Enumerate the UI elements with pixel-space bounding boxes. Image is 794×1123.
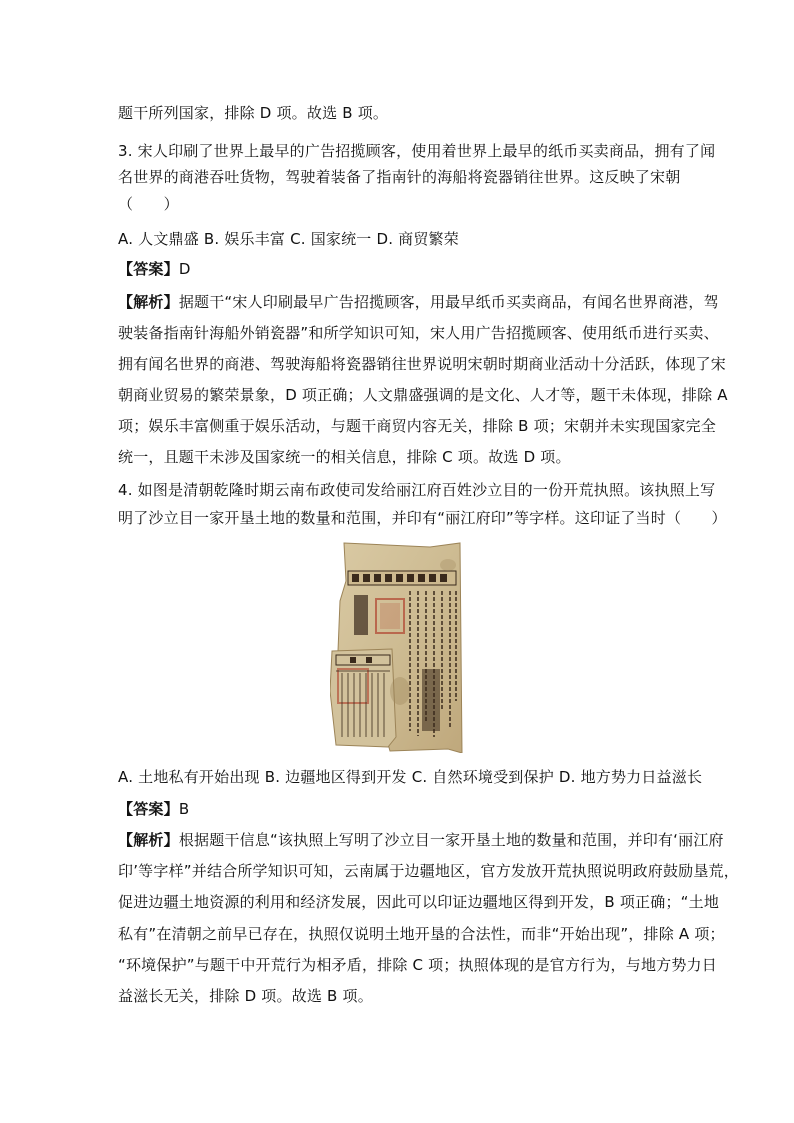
answer-label: 【答案】 <box>118 800 179 818</box>
q4-answer <box>118 799 189 819</box>
q4-analysis-line-3: 促进边疆土地资源的利用和经济发展，因此可以印证边疆地区得到开发，B 项正确；“土地 <box>118 893 720 911</box>
q4-analysis-line-1 <box>118 830 724 850</box>
q4-analysis-line-6: 益滋长无关，排除 D 项。故选 B 项。 <box>118 987 373 1005</box>
q3-analysis-line-1 <box>118 292 719 312</box>
q3-analysis-line-4: 朝商业贸易的繁荣景象，D 项正确；人文鼎盛强调的是文化、人才等，题干未体现，排除 A <box>118 386 728 404</box>
q3-stem-line-3: （ ） <box>118 195 179 213</box>
q3-analysis-line-5: 项；娱乐丰富侧重于娱乐活动，与题干商贸内容无关，排除 B 项；宋朝并未实现国家完全 <box>118 417 717 435</box>
q3-answer <box>118 259 191 279</box>
analysis-label: 【解析】 <box>118 831 179 849</box>
q3-stem-line-2: 名世界的商港吞吐货物，驾驶着装备了指南针的海船将瓷器销往世界。这反映了宋朝 <box>118 168 681 186</box>
land-reclamation-license-image <box>330 541 464 753</box>
answer-label: 【答案】 <box>118 260 179 278</box>
analysis-text: 据题干“宋人印刷最早广告招揽顾客，用最早纸币买卖商品，有闻名世界商港，驾 <box>178 293 719 311</box>
q4-analysis-line-5: “环境保护”与题干中开荒行为相矛盾，排除 C 项；执照体现的是官方行为，与地方势力日 <box>118 956 717 974</box>
q3-analysis-line-6: 统一，且题干未涉及国家统一的相关信息，排除 C 项。故选 D 项。 <box>118 448 571 466</box>
answer-value: B <box>178 800 190 818</box>
q4-stem-line-1: 4. 如图是清朝乾隆时期云南布政使司发给丽江府百姓沙立目的一份开荒执照。该执照上写 <box>118 481 716 499</box>
analysis-text: 根据题干信息“该执照上写明了沙立目一家开垦土地的数量和范围，并印有‘丽江府 <box>178 831 724 849</box>
answer-value: D <box>178 260 191 278</box>
q4-options: A. 土地私有开始出现 B. 边疆地区得到开发 C. 自然环境受到保护 D. 地方势力日益滋长 <box>118 768 703 786</box>
analysis-label: 【解析】 <box>118 293 179 311</box>
q3-options: A. 人文鼎盛 B. 娱乐丰富 C. 国家统一 D. 商贸繁荣 <box>118 230 459 248</box>
q4-stem-line-2: 明了沙立目一家开垦土地的数量和范围，并印有“丽江府印”等字样。这印证了当时（ ） <box>118 509 727 527</box>
q2-conclusion: 题干所列国家，排除 D 项。故选 B 项。 <box>118 104 389 122</box>
q3-analysis-line-2: 驶装备指南针海船外销瓷器”和所学知识可知，宋人用广告招揽顾客、使用纸币进行买卖、 <box>118 324 719 342</box>
q4-analysis-line-2: 印’等字样”并结合所学知识可知，云南属于边疆地区，官方发放开荒执照说明政府鼓励垦荒， <box>118 862 739 880</box>
q4-analysis-line-4: 私有”在清朝之前早已存在，执照仅说明土地开垦的合法性，而非“开始出现”，排除 A 项； <box>118 925 725 943</box>
q3-analysis-line-3: 拥有闻名世界的商港、驾驶海船将瓷器销往世界说明宋朝时期商业活动十分活跃，体现了宋 <box>118 355 727 373</box>
q3-stem-line-1: 3. 宋人印刷了世界上最早的广告招揽顾客，使用着世界上最早的纸币买卖商品，拥有了闻 <box>118 142 716 160</box>
